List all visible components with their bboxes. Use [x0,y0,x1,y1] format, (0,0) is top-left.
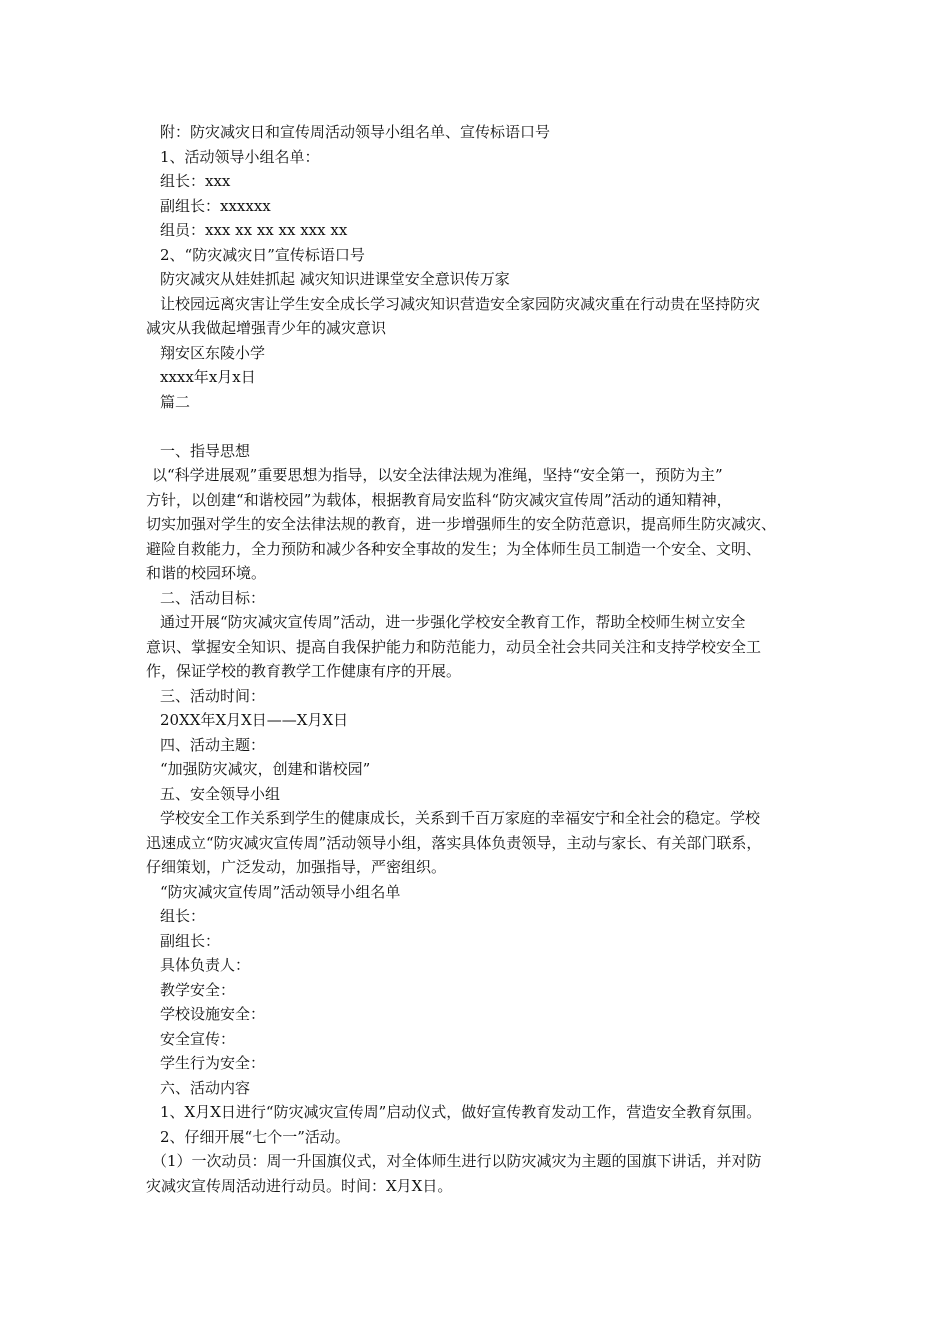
section-heading: 2、“防灾减灾日”宣传标语口号 [160,245,365,264]
text-line: 组长：xxx [160,172,231,190]
text-line: “加强防灾减灾，创建和谐校园” [160,760,371,778]
text-line: 组长： [160,907,206,925]
text-line: 副组长： [160,931,221,950]
text-line: 意识、掌握安全知识、提高自我保护能力和防范能力，动员全社会共同关注和支持学校安全工 [146,637,762,656]
text-line: 副组长：xxxxxx [160,196,271,215]
text-line: 以“科学进展观”重要思想为指导，以安全法律法规为准绳，坚持“安全第一，预防为主” [152,466,723,484]
blank-line [0,414,950,439]
text-line: 具体负责人： [160,956,251,974]
text-line: 安全宣传： [160,1029,236,1048]
text-line: 作，保证学校的教育教学工作健康有序的开展。 [146,662,462,680]
text-line: 2、仔细开展“七个一”活动。 [160,1127,350,1146]
text-line: （1）一次动员：周一升国旗仪式，对全体师生进行以防灾减灾为主题的国旗下讲话，并对防 [152,1152,762,1170]
text-line: 20XX年X月X日——X月X日 [160,711,349,729]
section-heading: 篇二 [160,392,191,411]
text-line: 减灾从我做起增强青少年的减灾意识 [146,319,387,337]
text-line: 防灾减灾从娃娃抓起 减灾知识进课堂安全意识传万家 [160,270,510,288]
text-line: 教学安全： [160,980,236,999]
section-heading: 四、活动主题： [160,735,266,754]
text-line: 让校园远离灾害让学生安全成长学习减灾知识营造安全家园防灾减灾重在行动贵在坚持防灾 [160,294,761,313]
section-heading: 二、活动目标： [160,588,266,607]
section-heading: 1、活动领导小组名单： [160,147,320,166]
text-line: 学校设施安全： [160,1005,266,1023]
text-line: 组员：xxx xx xx xx xxx xx [160,221,348,239]
document-page [0,120,950,1198]
section-heading: 五、安全领导小组 [160,784,281,803]
text-line: 避险自救能力，全力预防和减少各种安全事故的发生；为全体师生员工制造一个安全、文明、 [146,539,762,558]
text-line: 翔安区东陵小学 [160,343,266,362]
text-line: 切实加强对学生的安全法律法规的教育，进一步增强师生的安全防范意识，提高师生防灾减灾、 [146,515,777,533]
text-line: 迅速成立“防灾减灾宣传周”活动领导小组，落实具体负责领导，主动与家长、有关部门联系， [146,833,762,852]
text-line: 灾减灾宣传周活动进行动员。时间：X月X日。 [146,1176,453,1195]
appendix-heading: 附：防灾减灾日和宣传周活动领导小组名单、宣传标语口号 [160,123,551,141]
text-line: 1、X月X日进行“防灾减灾宣传周”启动仪式，做好宣传教育发动工作，营造安全教育氛围。 [160,1103,762,1121]
text-line: 方针，以创建“和谐校园”为载体，根据教育局安监科“防灾减灾宣传周”活动的通知精神， [146,490,732,509]
text-line: xxxx年x月x日 [160,368,256,386]
text-line: 学生行为安全： [160,1054,266,1072]
section-heading: 一、指导思想 [160,441,251,460]
text-line: 仔细策划，广泛发动，加强指导，严密组织。 [146,858,447,876]
text-line: 通过开展“防灾减灾宣传周”活动，进一步强化学校安全教育工作，帮助全校师生树立安全 [160,613,746,631]
text-line: 学校安全工作关系到学生的健康成长，关系到千百万家庭的幸福安宁和全社会的稳定。学校 [160,809,761,827]
text-line: “防灾减灾宣传周”活动领导小组名单 [160,882,401,901]
section-heading: 六、活动内容 [160,1078,251,1097]
text-line: 和谐的校园环境。 [146,564,267,582]
section-heading: 三、活动时间： [160,686,266,705]
